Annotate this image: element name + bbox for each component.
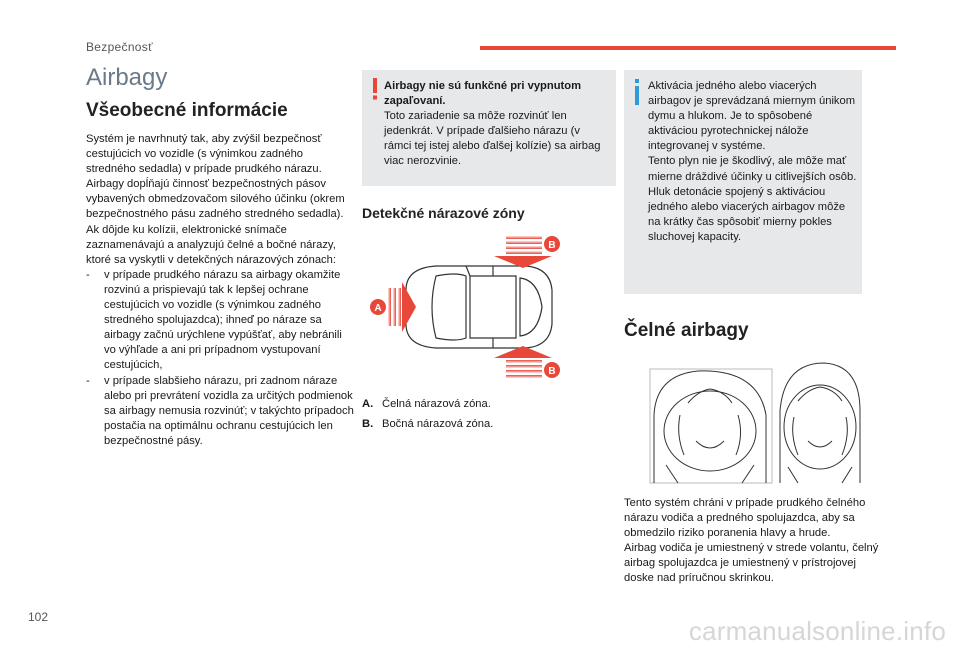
side-zone-top [494, 236, 552, 268]
side-zone-bottom [494, 346, 552, 378]
legend-text: Bočná nárazová zóna. [382, 418, 494, 430]
page-number: 102 [28, 610, 49, 624]
general-text [86, 132, 354, 449]
list-dash: - [86, 374, 90, 387]
warning-text [384, 79, 610, 170]
info-icon [634, 79, 640, 105]
marker-a [370, 299, 386, 315]
zone-legend [362, 394, 493, 434]
front-paragraph-1: Tento systém chráni v prípade prudkého čelného nárazu vodiča a predného spolujazdca, aby sa obmedzilo riziko poranenia hlavy a hrude. [624, 497, 866, 540]
info-text [648, 79, 858, 245]
page-title: Airbagy [86, 64, 168, 91]
detection-heading: Detekčné nárazové zóny [362, 205, 525, 221]
general-paragraph-2: Ak dôjde ku kolízii, elektronické snímače zaznamenávajú a analyzujú čelné a bočné nárazy, ktoré sa vyskytli v detekčných nárazových zónach: [86, 223, 336, 266]
front-airbags-heading: Čelné airbagy [624, 320, 749, 341]
front-airbags-text [624, 496, 884, 587]
list-item-text: v prípade prudkého nárazu sa airbagy okamžite rozvinú a prispievajú tak k lepšej ochrane cestujúcich vo vozidle (s výnimkou zadného stredného spolujazdca); ihneď po náraze sa airbagy začnú urýchlene vypúšťať, aby nebránili vo výhľade a ani pri prípadnom vystupovaní cestujúcich, [104, 268, 342, 372]
front-paragraph-2: Airbag vodiča je umiestnený v strede volantu, čelný airbag spolujazdca je umiestnený v prístrojovej doske nad príručnou skrinkou. [624, 542, 879, 585]
marker-a-label: A [374, 303, 382, 314]
warning-title: Airbagy nie sú funkčné pri vypnutom zapaľovaní. [384, 80, 582, 108]
legend-key: B. [362, 418, 374, 430]
legend-item [362, 394, 493, 414]
impact-zones-diagram [366, 232, 566, 382]
info-box [624, 70, 862, 294]
list-dash: - [86, 268, 90, 281]
marker-b-top [544, 236, 560, 252]
list-item [86, 268, 354, 374]
general-paragraph-1: Systém je navrhnutý tak, aby zvýšil bezpečnosť cestujúcich vo vozidle (s výnimkou zadného stredného sedadla) v prípade prudkého nárazu. Airbagy dopĺňajú činnosť bezpečnostných pásov vybavených obmedzovačom silového účinku (okrem bezpečnostného pásu zadného stredného sedadla). [86, 133, 345, 221]
marker-b-bottom [544, 362, 560, 378]
watermark: carmanualsonline.info [688, 616, 946, 646]
header-accent-bar [480, 46, 896, 50]
marker-b-bottom-label: B [548, 366, 556, 377]
section-label: Bezpečnosť [86, 40, 153, 54]
info-paragraph-1: Aktivácia jedného alebo viacerých airbagov je sprevádzaná miernym únikom dymu a hlukom. Je to spôsobené aktiváciou pyrotechnickej nálože integrovanej v systéme. [648, 80, 856, 153]
warning-box [362, 70, 616, 186]
list-item-text: v prípade slabšieho nárazu, pri zadnom náraze alebo pri prevrátení vozidla za určitých podmienok sa airbagy nemusia rozvinúť; v takýchto prípadoch postačia na optimálnu ochranu cestujúcich len bezpečnostné pásy. [104, 374, 354, 447]
warning-body: Toto zariadenie sa môže rozvinúť len jedenkrát. V prípade ďalšieho nárazu (v rámci tej istej alebo ďalšej kolízie) sa airbag viac nerozvinie. [384, 110, 601, 168]
car-top-view [406, 266, 552, 348]
list-item [86, 374, 354, 449]
info-paragraph-2: Tento plyn nie je škodlivý, ale môže mať mierne dráždivé účinky u citlivejších osôb. Hluk detonácie spojený s aktiváciou jedného alebo viacerých airbagov môže na krátky čas spôsobiť mierny pokles sluchovej kapacity. [648, 155, 857, 243]
exclamation-icon [372, 78, 378, 100]
marker-b-top-label: B [548, 240, 556, 251]
legend-key: A. [362, 398, 374, 410]
legend-item [362, 414, 493, 434]
front-zone [388, 282, 416, 332]
legend-text: Čelná nárazová zóna. [382, 398, 491, 410]
general-heading: Všeobecné informácie [86, 100, 288, 121]
front-airbags-illustration [648, 355, 862, 485]
